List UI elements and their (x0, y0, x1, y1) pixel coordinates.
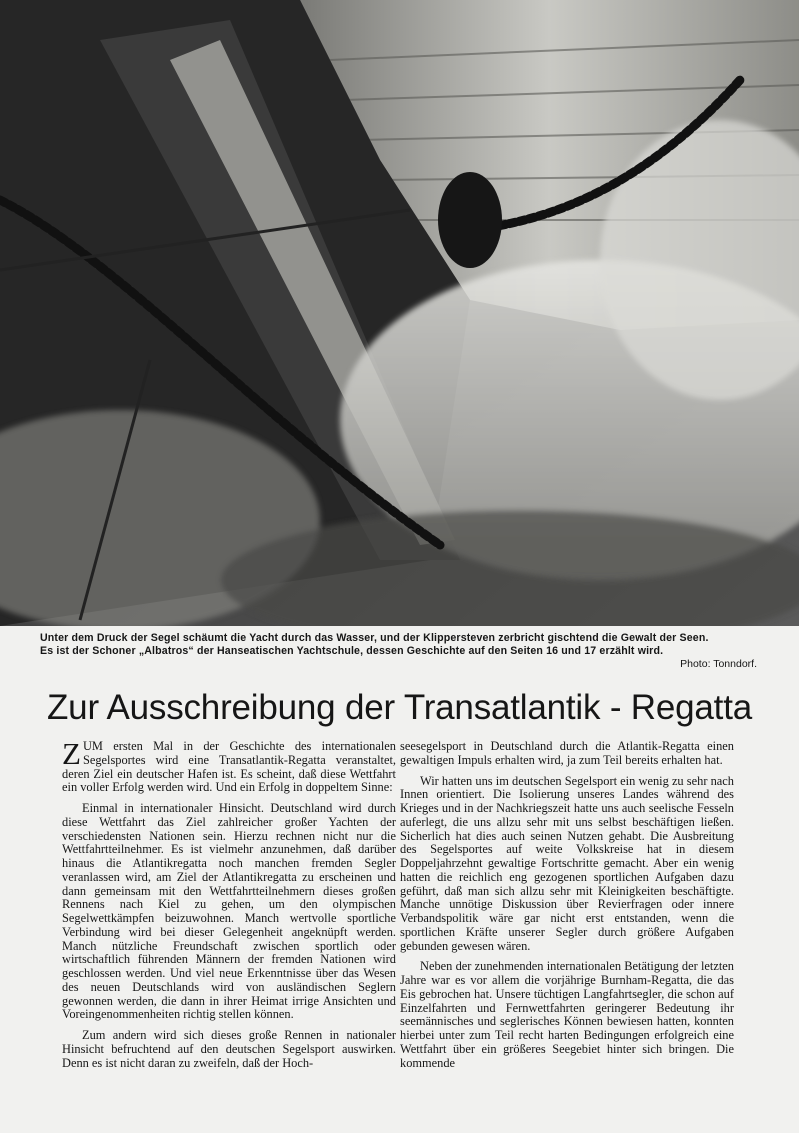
article-paragraph: Zum andern wird sich dieses große Rennen in nationaler Hinsicht befruchtend auf den deutschen Segelsport auswirken. Denn es ist nicht daran zu zweifeln, daß der Hoch- (62, 1028, 396, 1070)
article-paragraph: Einmal in internationaler Hinsicht. Deutschland wird durch diese Wettfahrt das Ziel zahlreicher großer Yachten der verschiedensten Nationen sein. Hierzu rechnen nicht nur die Wettfahrtteilnehmer. Es ist vielmehr anzunehmen, daß darüber hinaus die Atlantikregatta noch manchen fremden Segler veranlassen wird, am Ziel der Atlantikregatta zu erscheinen und dann gemeinsam mit den Wettfahrtteilnehmern dieses großen Rennens nach Kiel zu gehen, um den olympischen Segelwettkämpfen beizuwohnen. Manch wertvolle sportliche Verbindung wird bei dieser Gelegenheit angeknüpft werden. Manch nützliche Freundschaft zwischen sportlich oder wirtschaftlich führenden Männern der fremden Nationen wird geschlossen werden. Und viel neue Erkenntnisse über das Wesen des neuen Deutschlands wird von ausländischen Seglern gewonnen werden, die dann in ihrer Heimat irrige Ansichten und Voreingenommenheiten richtig stellen können. (62, 801, 396, 1022)
caption-line-2: Es ist der Schoner „Albatros“ der Hanseatischen Yachtschule, dessen Geschichte auf den Seiten 16 und 17 erzählt wird. (40, 645, 664, 657)
photo-caption (40, 632, 760, 658)
article-paragraph (62, 736, 396, 795)
article-paragraph: Wir hatten uns im deutschen Segelsport ein wenig zu sehr nach Innen orientiert. Die Isolierung unseres Landes während des Krieges und in der Nachkriegszeit hatte uns auch seelische Fesseln auferlegt, die uns allzu sehr mit uns selbst beschäftigen ließen. Sicherlich hat dies auch seinen Nutzen gehabt. Die Ausbreitung des Segelsportes auf weite Volkskreise hat in diesem Doppeljahrzehnt gewaltige Fortschritte gemacht. Aber ein wenig hatten die reichlich eng gezogenen sportlichen Aufgaben dazu geführt, daß man sich allzu sehr mit Kleinigkeiten beschäftigte. Manche unnötige Diskussion über Revierfragen oder innere Verbandspolitik wäre gar nicht erst entstanden, wenn die sportlichen Kräfte unserer Segler durch größere Aufgaben gebunden gewesen wären. (400, 773, 734, 953)
article-paragraph-text: UM ersten Mal in der Geschichte des internationalen Segelsportes wird eine Transatlantik-Regatta veranstaltet, deren Ziel ein deutscher Hafen ist. Es scheint, daß diese Wettfahrt ein voller Erfolg werden wird. Und ein Erfolg in doppeltem Sinne: (62, 739, 396, 795)
article-headline: Zur Ausschreibung der Transatlantik - Regatta (47, 688, 752, 727)
photo-credit: Photo: Tonndorf. (680, 658, 757, 670)
article-column-left (62, 736, 396, 1077)
article-paragraph: Neben der zunehmenden internationalen Betätigung der letzten Jahre war es vor allem die vorjährige Burnham-Regatta, die das Eis gebrochen hat. Unsere tüchtigen Langfahrtsegler, die schon auf Einzelfahrten und Fernwettfahrten geringerer Bedeutung ihr seemännisches und seglerisches Können bewiesen hatten, konnten hierbei unter zum Teil recht harten Bedingungen erfolgreich eine Wettfahrt über ein größeres Seegebiet hinter sich bringen. Die kommende (400, 959, 734, 1070)
article-column-right (400, 740, 734, 1077)
article-paragraph: seesegelsport in Deutschland durch die Atlantik-Regatta einen gewaltigen Impuls erhalten wird, ja zum Teil bereits erhalten hat. (400, 739, 734, 767)
caption-line-1: Unter dem Druck der Segel schäumt die Yacht durch das Wasser, und der Klippersteven zerbricht gischtend die Gewalt der Seen. (40, 632, 709, 644)
drop-cap: Z (62, 736, 81, 771)
